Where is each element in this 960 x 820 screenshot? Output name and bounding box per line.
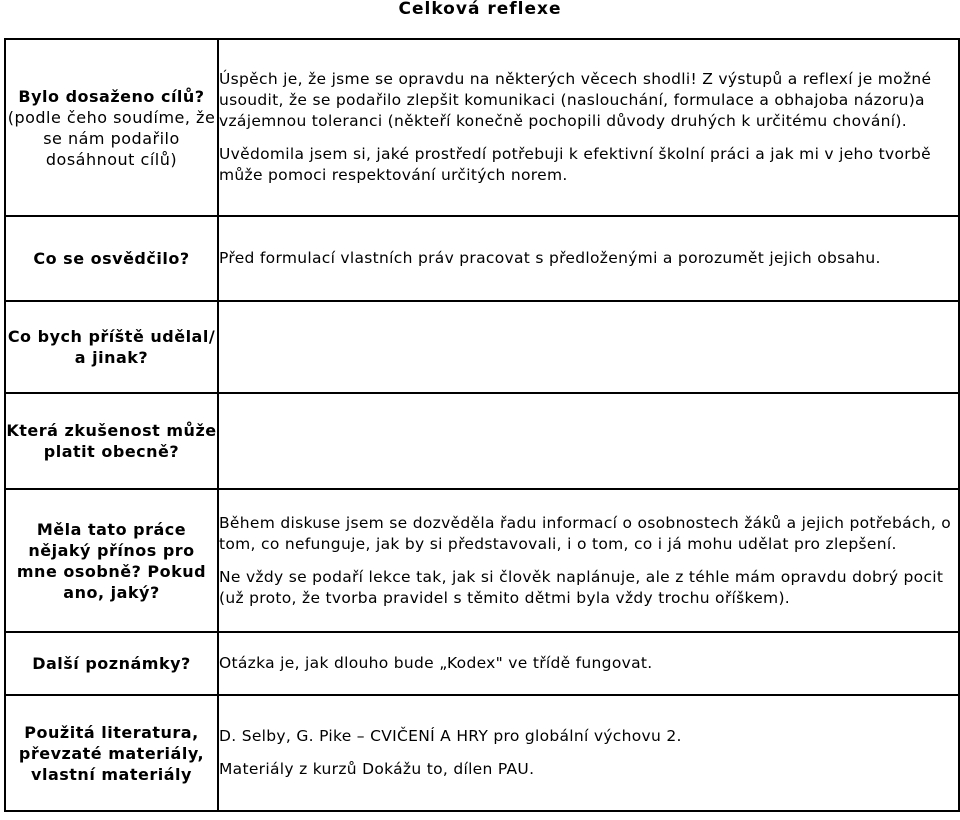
content-paragraph: Materiály z kurzů Dokážu to, dílen PAU.	[219, 760, 535, 778]
table-row	[5, 301, 959, 393]
row-label-next-time: Co bych příště udělal/ a jinak?	[5, 301, 218, 393]
row-content-goals	[218, 39, 959, 216]
row-label-goals-note: (podle čeho soudíme, že se nám podařilo dosáhnout cílů)	[7, 107, 216, 169]
row-content-literature	[218, 695, 959, 811]
content-paragraph: D. Selby, G. Pike – CVIČENÍ A HRY pro globální výchovu 2.	[219, 727, 682, 745]
content-paragraph: Otázka je, jak dlouho bude „Kodex" ve třídě fungovat.	[219, 654, 653, 672]
table-row	[5, 216, 959, 301]
row-label-general: Která zkušenost může platit obecně?	[5, 393, 218, 489]
row-label-goals	[5, 39, 218, 216]
table-row	[5, 393, 959, 489]
row-content-next-time	[218, 301, 959, 393]
table-row	[5, 489, 959, 632]
row-label-literature: Použitá literatura, převzaté materiály, vlastní materiály	[5, 695, 218, 811]
table-row	[5, 632, 959, 695]
row-label-personal: Měla tato práce nějaký přínos pro mne osobně? Pokud ano, jaký?	[5, 489, 218, 632]
row-label-proven: Co se osvědčilo?	[5, 216, 218, 301]
row-label-goals-question: Bylo dosaženo cílů?	[18, 86, 205, 106]
content-paragraph: Před formulací vlastních práv pracovat s předloženými a porozumět jejich obsahu.	[219, 249, 881, 267]
row-content-proven	[218, 216, 959, 301]
row-content-personal	[218, 489, 959, 632]
content-paragraph: Uvědomila jsem si, jaké prostředí potřebuji k efektivní školní práci a jak mi v jeho tvorbě může pomoci respektování určitých norem.	[219, 145, 931, 184]
content-paragraph: Během diskuse jsem se dozvěděla řadu informací o osobnostech žáků a jejich potřebách, o tom, co nefunguje, jak by si představovali, i o tom, co i já mohu udělat pro zlepšení.	[219, 513, 952, 553]
table-row	[5, 39, 959, 216]
row-label-notes: Další poznámky?	[5, 632, 218, 695]
table-row	[5, 695, 959, 811]
row-content-general	[218, 393, 959, 489]
page-title: Celková reflexe	[398, 0, 562, 19]
content-paragraph: Ne vždy se podaří lekce tak, jak si člověk naplánuje, ale z téhle mám opravdu dobrý pocit (už proto, že tvorba pravidel s těmito dětmi byla vždy trochu oříškem).	[219, 567, 944, 607]
content-paragraph: Úspěch je, že jsme se opravdu na některých věcech shodli! Z výstupů a reflexí je možné usoudit, že se podařilo zlepšit komunikaci (naslouchání, formulace a obhajoba názoru)a vzájemnou toleranci (někteří konečně pochopili důvody druhých k určitému chování).	[219, 70, 932, 130]
row-content-notes	[218, 632, 959, 695]
reflection-table	[4, 38, 960, 812]
